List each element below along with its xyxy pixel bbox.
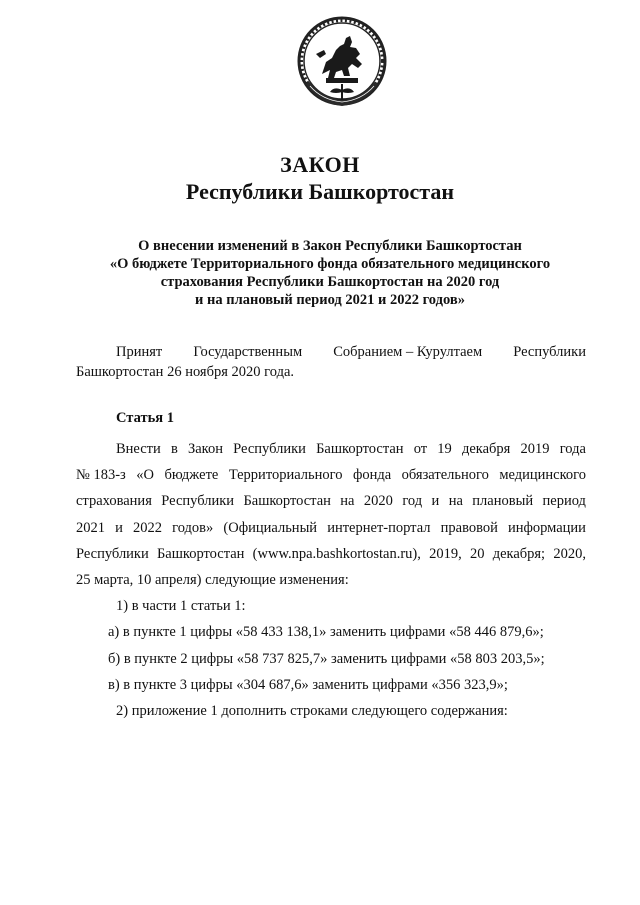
paragraph-line: [76, 515, 586, 541]
amendment-subitem: в) в пункте 3 цифры «304 687,6» заменить цифрами «356 323,9»;: [108, 676, 508, 693]
paragraph-word: обязательного: [401, 467, 489, 484]
paragraph-last-line: 25 марта, 10 апреля) следующие изменения:: [76, 572, 349, 589]
paragraph-word: плановый: [472, 493, 534, 510]
paragraph-word: Башкортостан: [243, 493, 331, 510]
subtitle-line: страхования Республики Башкортостан на 2020 год: [160, 274, 500, 290]
paragraph-word: годов»: [172, 519, 214, 536]
coat-of-arms-emblem: [296, 14, 388, 114]
adoption-line-2: Башкортостан 26 ноября 2020 года.: [76, 364, 295, 380]
paragraph-word: 2019: [520, 441, 550, 457]
issuing-republic-title: Республики Башкортостан: [185, 179, 455, 204]
paragraph-line: [76, 488, 586, 514]
paragraph-line: [76, 436, 586, 462]
subtitle-line: и на плановый период 2021 и 2022 годов»: [195, 292, 465, 308]
paragraph-word: страхования: [76, 493, 152, 510]
article-heading: Статья 1: [116, 410, 174, 426]
paragraph-word: декабря: [461, 441, 511, 457]
document-type-title: ЗАКОН: [280, 152, 360, 177]
paragraph-word: года: [559, 441, 586, 457]
paragraph-word: на: [340, 493, 355, 510]
paragraph-line: [76, 541, 586, 567]
paragraph-word: и: [115, 519, 123, 536]
subtitle-line: «О бюджете Территориального фонда обязательного медицинского: [109, 256, 551, 272]
article-body: [76, 436, 586, 724]
paragraph-word: № 183-з: [76, 467, 126, 484]
amendment-item: 1) в части 1 статьи 1:: [116, 598, 246, 615]
paragraph-word: бюджете: [164, 467, 219, 484]
paragraph-word: и: [431, 493, 440, 510]
paragraph-word: в: [170, 441, 178, 457]
paragraph-word: правовой: [440, 519, 498, 536]
paragraph-word: 20: [469, 545, 485, 562]
paragraph-word: Республики: [161, 493, 235, 510]
paragraph-word: Республики: [76, 545, 149, 562]
paragraph-word: Башкортостан: [156, 545, 245, 562]
paragraph-word: декабря;: [492, 545, 546, 562]
adoption-word: Принят: [116, 344, 163, 360]
paragraph-word: Республики: [233, 441, 306, 457]
adoption-word: Государственным: [193, 344, 303, 360]
paragraph-word: Внести: [116, 441, 161, 457]
paragraph-word: Закон: [187, 441, 223, 457]
article-paragraph: [76, 436, 586, 567]
law-subtitle: [80, 237, 580, 309]
amendment-subitem: б) в пункте 2 цифры «58 737 825,7» заменить цифрами «58 803 203,5»;: [108, 650, 545, 667]
paragraph-word: 2020: [363, 493, 393, 510]
paragraph-word: 2019,: [429, 545, 462, 562]
adoption-statement: [76, 342, 586, 382]
amendment-subitem: а) в пункте 1 цифры «58 433 138,1» заменить цифрами «58 446 879,6»;: [108, 624, 544, 641]
adoption-word: Республики: [513, 344, 586, 360]
adoption-word: Собранием – Курултаем: [333, 344, 483, 360]
paragraph-word: (Официальный: [223, 519, 318, 536]
paragraph-word: год: [402, 493, 423, 510]
paragraph-word: на: [448, 493, 463, 510]
paragraph-word: «О: [136, 467, 154, 484]
paragraph-word: 2022: [133, 519, 163, 536]
paragraph-word: период: [542, 493, 586, 510]
paragraph-word: от: [413, 441, 428, 457]
subtitle-line: О внесении изменений в Закон Республики Башкортостан: [138, 238, 522, 254]
paragraph-word: 2021: [76, 519, 105, 536]
paragraph-word: фонда: [352, 467, 392, 484]
amendment-item: 2) приложение 1 дополнить строками следующего содержания:: [116, 703, 508, 720]
paragraph-word: Территориального: [228, 467, 343, 484]
adoption-line-1: [76, 342, 586, 362]
paragraph-word: 2020,: [553, 545, 586, 562]
paragraph-word: интернет-портал: [327, 519, 431, 536]
paragraph-word: (www.npa.bashkortostan.ru),: [252, 545, 421, 562]
paragraph-word: информации: [507, 519, 586, 536]
paragraph-line: [76, 462, 586, 488]
paragraph-word: 19: [437, 441, 452, 457]
paragraph-word: медицинского: [499, 467, 586, 484]
paragraph-word: Башкортостан: [316, 441, 404, 457]
